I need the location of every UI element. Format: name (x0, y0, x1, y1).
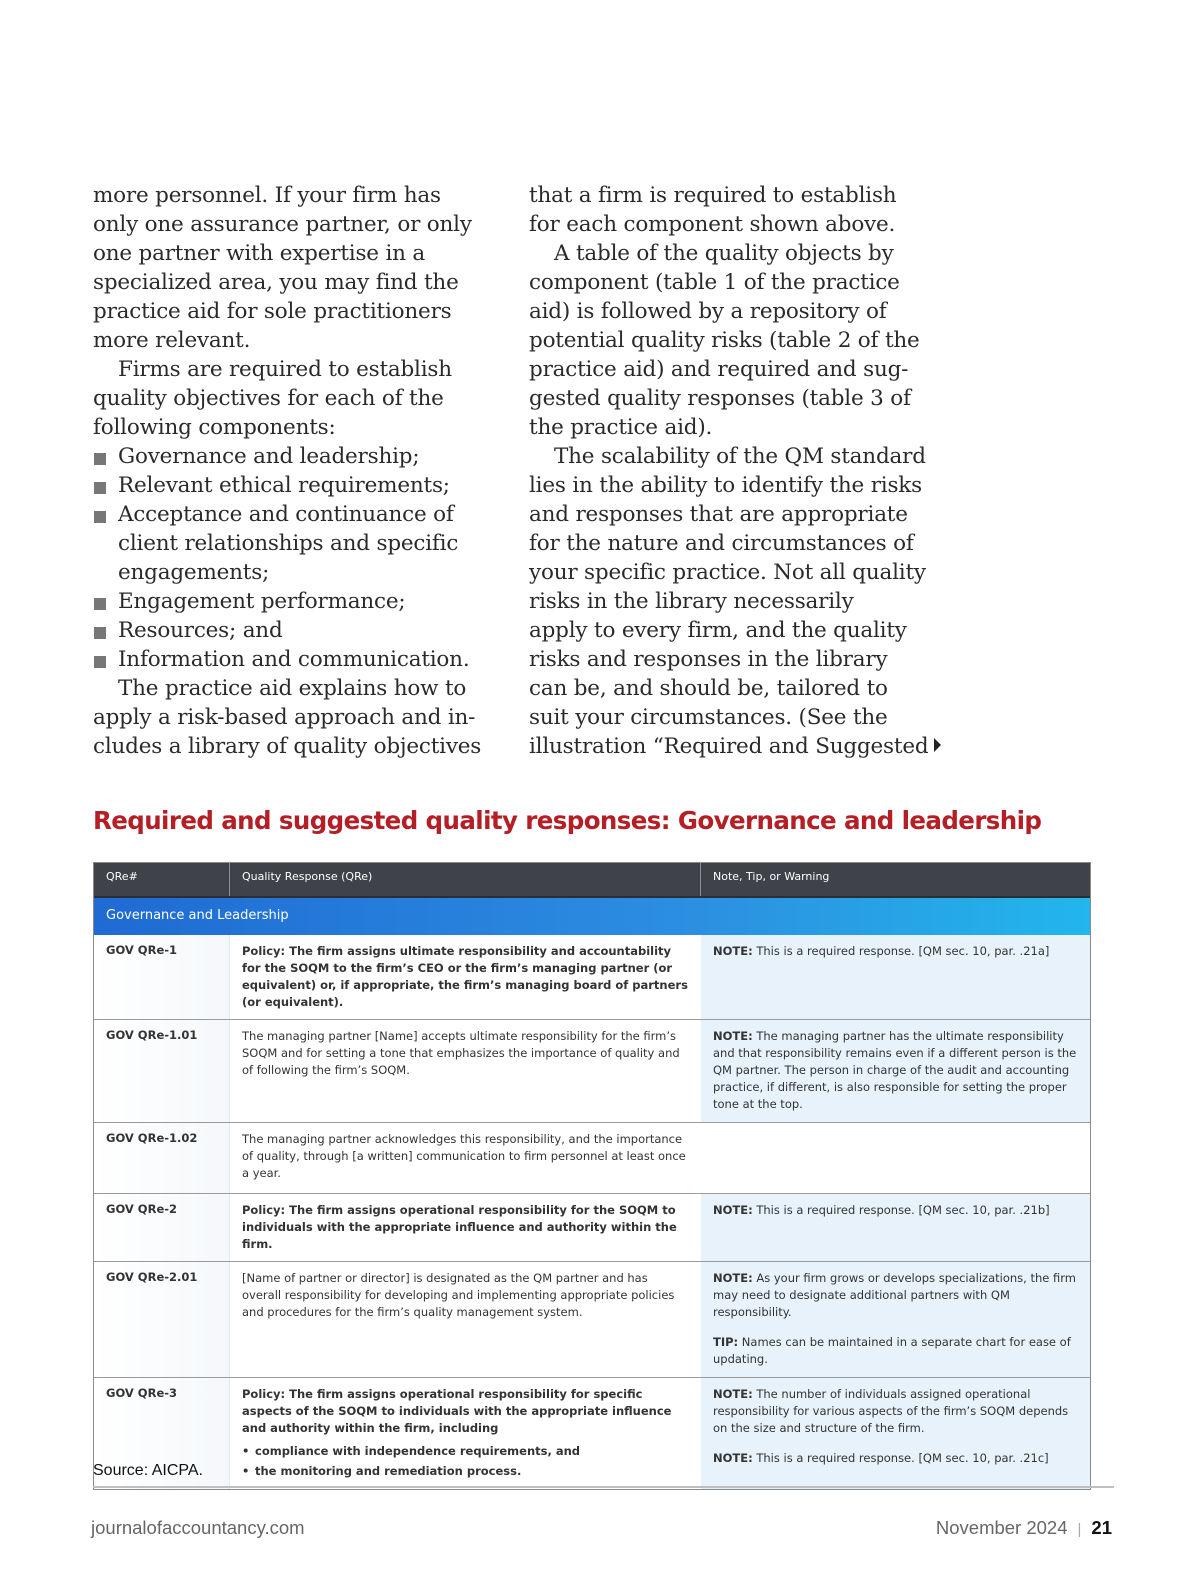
text-line (529, 384, 949, 413)
note-label: NOTE: (713, 1029, 753, 1043)
text-line-content: quality objectives for each of the (93, 386, 444, 411)
text-line (529, 181, 949, 210)
bullet-list-item (93, 471, 493, 500)
text-line-content: potential quality risks (table 2 of the (529, 328, 920, 353)
response-bullet-item: • the monitoring and remediation process. (242, 1461, 689, 1481)
text-line-content: only one assurance partner, or only (93, 212, 472, 237)
text-line-content: Governance and leadership; (118, 444, 420, 469)
text-line-content: more relevant. (93, 328, 251, 353)
text-line-content: apply a risk-based approach and in- (93, 705, 476, 730)
qre-id: GOV QRe-2.01 (94, 1262, 230, 1377)
text-line (93, 210, 493, 239)
note-label: NOTE: (713, 944, 753, 958)
text-line-content: aid) is followed by a repository of (529, 299, 887, 324)
note-cell (701, 1123, 1090, 1193)
header-qre-number: QRe# (94, 863, 230, 896)
text-line (93, 384, 493, 413)
bullet-list-item (93, 587, 493, 616)
text-line-content: Information and communication. (118, 647, 470, 672)
note-text: The number of individuals assigned operational responsibility for various aspects of the firm’s SOQM depends on the size and structure of the firm. (713, 1387, 1069, 1435)
text-line-content: can be, and should be, tailored to (529, 676, 888, 701)
text-line-content: gested quality responses (table 3 of (529, 386, 911, 411)
note (713, 943, 1078, 960)
table-row (94, 1020, 1090, 1123)
text-line (93, 297, 493, 326)
response-text: Policy: The firm assigns operational responsibility for the SOQM to individuals with the appropriate influence and authority within the firm. (242, 1203, 677, 1251)
note-text: This is a required response. [QM sec. 10, par. .21c] (752, 1451, 1049, 1465)
text-line (93, 268, 493, 297)
bullet-list-item (93, 616, 493, 645)
note-label: NOTE: (713, 1451, 753, 1465)
section-governance-leadership: Governance and Leadership (94, 898, 1090, 935)
text-line (529, 210, 949, 239)
footer-divider (93, 1486, 1114, 1488)
quality-response (230, 1123, 701, 1193)
text-line (529, 268, 949, 297)
qre-id: GOV QRe-1.02 (94, 1123, 230, 1193)
text-line-content: apply to every firm, and the quality (529, 618, 907, 643)
note-label: NOTE: (713, 1271, 753, 1285)
note-text: This is a required response. [QM sec. 10, par. .21a] (752, 944, 1050, 958)
footer-date: November 2024 (935, 1517, 1068, 1538)
text-line-content: specialized area, you may find the (93, 270, 459, 295)
text-line-content: following components: (93, 415, 336, 440)
quality-response (230, 935, 701, 1019)
header-quality-response: Quality Response (QRe) (230, 863, 701, 896)
note (713, 1270, 1078, 1321)
table-row (94, 1123, 1090, 1194)
text-line-content: component (table 1 of the practice (529, 270, 900, 295)
text-line-content: Relevant ethical requirements; (118, 473, 450, 498)
note (713, 1202, 1078, 1219)
text-line (93, 326, 493, 355)
note (713, 1334, 1078, 1368)
note-cell (701, 1262, 1090, 1377)
figure-title: Required and suggested quality responses: Governance and leadership (93, 806, 1042, 835)
text-line-content: for each component shown above. (529, 212, 896, 237)
text-line-content: practice aid) and required and sug- (529, 357, 909, 382)
bullet-list-item (93, 645, 493, 674)
note-cell (701, 1020, 1090, 1122)
response-bullet-item: • compliance with independence requirements, and (242, 1441, 689, 1461)
text-line (529, 645, 949, 674)
text-line (529, 616, 949, 645)
quality-response (230, 1262, 701, 1377)
quality-responses-table (93, 862, 1091, 1490)
text-line (529, 674, 949, 703)
article-left-column (93, 181, 493, 761)
response-text: The managing partner acknowledges this responsibility, and the importance of quality, through [a written] communication to firm personnel at least once a year. (242, 1132, 686, 1180)
note-text: The managing partner has the ultimate responsibility and that responsibility remains even if a different person is the QM partner. The person in charge of the audit and accounting practice, if different, is also responsible for setting the proper tone at the top. (713, 1029, 1077, 1111)
text-line-content: your specific practice. Not all quality (529, 560, 926, 585)
text-line-content: the practice aid). (529, 415, 713, 440)
header-note-tip-warning: Note, Tip, or Warning (713, 870, 830, 883)
text-line-content: for the nature and circumstances of (529, 531, 914, 556)
response-text: Policy: The firm assigns ultimate responsibility and accountability for the SOQM to the firm’s CEO or the firm’s managing partner (or equivalent) or, if appropriate, the firm’s managing board of partners (or equivalent). (242, 944, 688, 1009)
text-line (93, 529, 493, 558)
note (713, 1028, 1078, 1113)
response-text: Policy: The firm assigns operational responsibility for specific aspects of the SOQM to individuals with the appropriate influence and authority within the firm, including (242, 1387, 672, 1435)
figure-source: Source: AICPA. (93, 1462, 203, 1479)
text-line (93, 558, 493, 587)
text-line (529, 355, 949, 384)
text-line (529, 239, 949, 268)
text-line (93, 703, 493, 732)
table-row (94, 935, 1090, 1020)
text-line (529, 442, 949, 471)
continue-arrow-icon (934, 738, 941, 752)
text-line-content: Firms are required to establish (118, 357, 452, 382)
text-line (529, 732, 949, 761)
text-line (529, 297, 949, 326)
note (713, 1386, 1078, 1437)
quality-response (230, 1378, 701, 1489)
qre-id: GOV QRe-1 (94, 935, 230, 1019)
text-line-content: The practice aid explains how to (118, 676, 467, 701)
text-line (529, 500, 949, 529)
bullet-list-item (93, 442, 493, 471)
text-line-content: A table of the quality objects by (554, 241, 894, 266)
table-row (94, 1262, 1090, 1378)
text-line-content: Acceptance and continuance of (118, 502, 454, 527)
text-line-content: Engagement performance; (118, 589, 406, 614)
text-line (529, 703, 949, 732)
note-text: This is a required response. [QM sec. 10, par. .21b] (752, 1203, 1050, 1217)
text-line-content: suit your circumstances. (See the (529, 705, 888, 730)
footer-info (936, 1517, 1112, 1539)
text-line-content: practice aid for sole practitioners (93, 299, 452, 324)
quality-response (230, 1194, 701, 1261)
bullet-list-item (93, 500, 493, 529)
text-line (529, 413, 949, 442)
text-line (529, 326, 949, 355)
text-line-content: lies in the ability to identify the risks (529, 473, 922, 498)
text-line-content: engagements; (118, 560, 270, 585)
note-label: TIP: (713, 1335, 739, 1349)
text-line-content: and responses that are appropriate (529, 502, 908, 527)
table-body (94, 935, 1090, 1489)
note-label: NOTE: (713, 1203, 753, 1217)
table-row (94, 1378, 1090, 1489)
response-bullets (242, 1441, 689, 1481)
text-line-content: risks and responses in the library (529, 647, 888, 672)
note (713, 1450, 1078, 1467)
text-line (93, 239, 493, 268)
note-cell (701, 1194, 1090, 1261)
quality-response (230, 1020, 701, 1122)
qre-id: GOV QRe-2 (94, 1194, 230, 1261)
table-row (94, 1194, 1090, 1262)
qre-id: GOV QRe-3 (94, 1378, 230, 1489)
text-line (93, 732, 493, 761)
text-line (93, 181, 493, 210)
note-text: As your firm grows or develops specializations, the firm may need to designate additional partners with QM responsibility. (713, 1271, 1076, 1319)
text-line (93, 674, 493, 703)
article-right-column (529, 181, 949, 761)
note-text: Names can be maintained in a separate chart for ease of updating. (713, 1335, 1071, 1366)
text-line-content: Resources; and (118, 618, 283, 643)
text-line (93, 355, 493, 384)
qre-id: GOV QRe-1.01 (94, 1020, 230, 1122)
page-number: 21 (1091, 1517, 1112, 1538)
note-cell (701, 935, 1090, 1019)
text-line-content: illustration “Required and Suggested (529, 734, 929, 759)
table-header (94, 863, 1090, 898)
text-line (93, 413, 493, 442)
text-line-content: that a firm is required to establish (529, 183, 897, 208)
response-text: [Name of partner or director] is designated as the QM partner and has overall responsibility for developing and implementing appropriate policies and procedures for the firm’s quality management system. (242, 1271, 675, 1319)
footer-separator: | (1077, 1521, 1082, 1538)
text-line (529, 558, 949, 587)
text-line-content: more personnel. If your firm has (93, 183, 441, 208)
text-line (529, 587, 949, 616)
text-line-content: risks in the library necessarily (529, 589, 854, 614)
text-line-content: The scalability of the QM standard (554, 444, 926, 469)
note-cell (701, 1378, 1090, 1489)
text-line-content: cludes a library of quality objectives (93, 734, 482, 759)
response-text: The managing partner [Name] accepts ultimate responsibility for the firm’s SOQM and for setting a tone that emphasizes the importance of quality and of following the firm’s SOQM. (242, 1029, 680, 1077)
note-label: NOTE: (713, 1387, 753, 1401)
text-line-content: one partner with expertise in a (93, 241, 426, 266)
footer-website: journalofaccountancy.com (91, 1517, 305, 1538)
text-line-content: client relationships and specific (118, 531, 459, 556)
text-line (529, 471, 949, 500)
text-line (529, 529, 949, 558)
